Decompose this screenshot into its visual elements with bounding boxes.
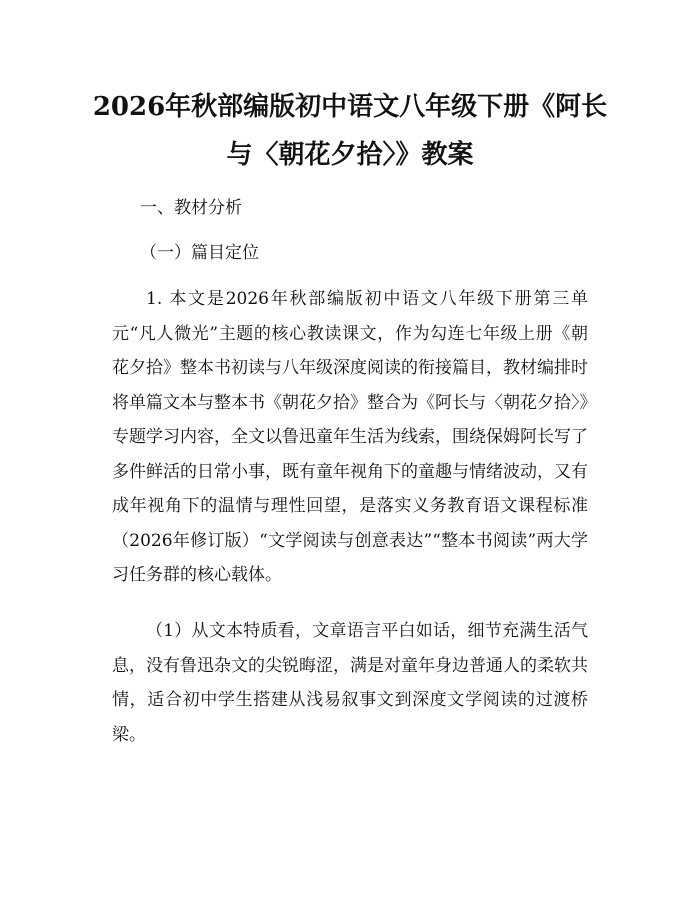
section-heading: 一、教材分析 xyxy=(140,198,242,218)
paragraph-1: 1. 本文是2026年秋部编版初中语文八年级下册第三单元“凡人微光”主题的核心教读课文，作为勾连七年级上册《朝花夕拾》整本书初读与八年级深度阅读的衔接篇目，教材编排时将单篇文本与整本书《朝花夕拾》整合为《阿长与〈朝花夕拾〉》专题学习内容，全文以鲁迅童年生活为线索，围绕保姆阿长写了多件鲜活的日常小事，既有童年视角下的童趣与情绪波动，又有成年视角下的温情与理性回望，是落实义务教育语文课程标准（2026年修订版）“文学阅读与创意表达”“整本书阅读”两大学习任务群的核心载体。 xyxy=(112,289,588,585)
document-title-line-1: 2026年秋部编版初中语文八年级下册《阿长 xyxy=(92,92,608,122)
subsection-heading: （一）篇目定位 xyxy=(140,243,259,263)
document-title-line-2: 与〈朝花夕拾〉》教案 xyxy=(226,140,474,170)
paragraph-2: （1）从文本特质看，文章语言平白如话，细节充满生活气息，没有鲁迅杂文的尖锐晦涩，满是对童年身边普通人的柔软共情，适合初中学生搭建从浅易叙事文到深度文学阅读的过渡桥梁。 xyxy=(112,621,588,745)
